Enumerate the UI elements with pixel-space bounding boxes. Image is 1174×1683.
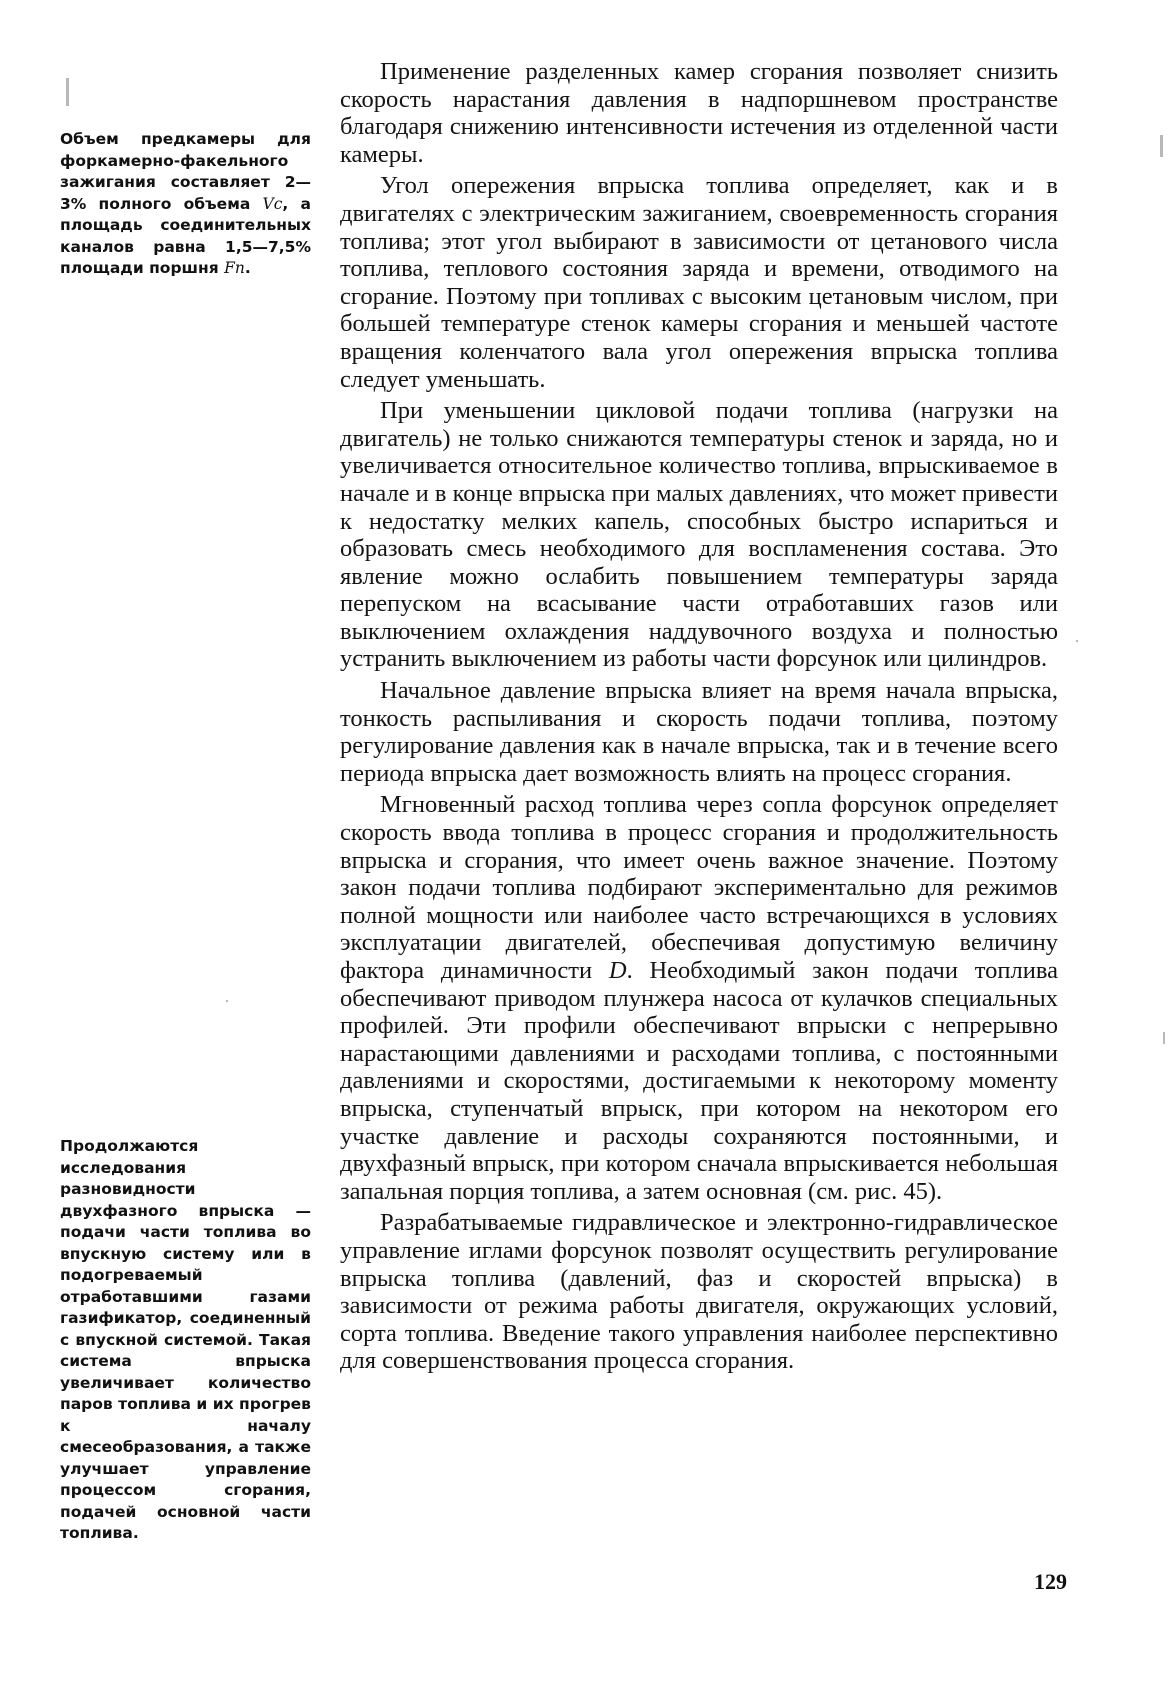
paragraph: Применение разделенных камер сгорания позволяет снизить скорость нарастания давления в надпоршневом пространстве благодаря снижению интенсивности истечения из отделенной части камеры. [340,58,1058,168]
dynamics-factor-symbol: D [608,957,627,984]
paragraph-text: Мгновенный расход топлива через сопла форсунок определяет скорость ввода топлива в процесс сгорания и продолжительность впрыска и сгорания, что имеет очень важное значение. Поэтому закон подачи топлива подбирают экспериментально для режимов полной мощности или наиболее часто встречающихся в условиях эксплуатации двигателей, обеспечивая допустимую величину фактора динамичности [340,791,1058,984]
margin-note-text: . [244,259,251,277]
main-text-column [340,58,1058,1379]
margin-note-two-phase-injection: Продолжаются исследования разновидности двухфазного впрыска — подачи части топлива во впускную систему или в подогреваемый отработавшими газами газификатор, соединенный с впускной системой. Такая система впрыска увеличивает количество паров топлива и их прогрев к началу смесеобразования, а также улучшает управление процессом сгорания, подачей основной части топлива. [60,1137,311,1542]
piston-area-symbol: Fп [224,259,245,277]
paragraph [340,791,1058,1205]
paragraph: При уменьшении цикловой подачи топлива (нагрузки на двигатель) не только снижаются температуры стенок и заряда, но и увеличивается относительное количество топлива, впрыскиваемое в начале и в конце впрыска при малых давлениях, что может привести к недостатку мелких капель, способных быстро испариться и образовать смесь необходимого для воспламенения состава. Это явление можно ослабить повышением температуры заряда перепуском на всасывание части отработавших газов или выключением охлаждения наддувочного воздуха и полностью устранить выключением из работы части форсунок или цилиндров. [340,397,1058,673]
scan-artifact [1076,640,1078,642]
margin-note-text: Объем предкамеры для форкамерно-факельного зажигания составляет 2—3% полного объема [60,130,311,213]
margin-note-text: , а площадь соединительных каналов равна 1,5—7,5% площади поршня [60,194,311,277]
scan-artifact [1163,1032,1165,1044]
volume-symbol: Vc [262,194,283,213]
page-number: 129 [1034,1569,1067,1594]
paragraph: Начальное давление впрыска влияет на время начала впрыска, тонкость распыливания и скорость подачи топлива, поэтому регулирование давления как в начале впрыска, так и в течение всего периода впрыска дает возможность влиять на процесс сгорания. [340,677,1058,787]
scan-artifact [1160,135,1163,157]
margin-note-prechamber [60,129,311,280]
paragraph-text: . Необходимый закон подачи топлива обеспечивают приводом плунжера насоса от кулачков специальных профилей. Эти профили обеспечивают впрыски с непрерывно нарастающими давлениями и расходами топлива, с постоянными давлениями и скоростями, достигаемыми к некоторому моменту впрыска, ступенчатый впрыск, при котором на некотором его участке давление и расходы сохраняются постоянными, и двухфазный впрыск, при котором сначала впрыскивается небольшая запальная порция топлива, а затем основная (см. рис. 45). [340,957,1058,1205]
paragraph: Разрабатываемые гидравлическое и электронно-гидравлическое управление иглами форсунок позволят осуществить регулирование впрыска топлива (давлений, фаз и скоростей впрыска) в зависимости от режима работы двигателя, окружающих условий, сорта топлива. Введение такого управления наиболее перспективно для совершенствования процесса сгорания. [340,1209,1058,1375]
scan-artifact [66,78,69,106]
scan-artifact [226,1000,228,1002]
paragraph: Угол опережения впрыска топлива определяет, как и в двигателях с электрическим зажиганием, своевременность сгорания топлива; этот угол выбирают в зависимости от цетанового числа топлива, теплового состояния заряда и времени, отводимого на сгорание. Поэтому при топливах с высоким цетановым числом, при большей температуре стенок камеры сгорания и меньшей частоте вращения коленчатого вала угол опережения впрыска топлива следует уменьшать. [340,172,1058,393]
